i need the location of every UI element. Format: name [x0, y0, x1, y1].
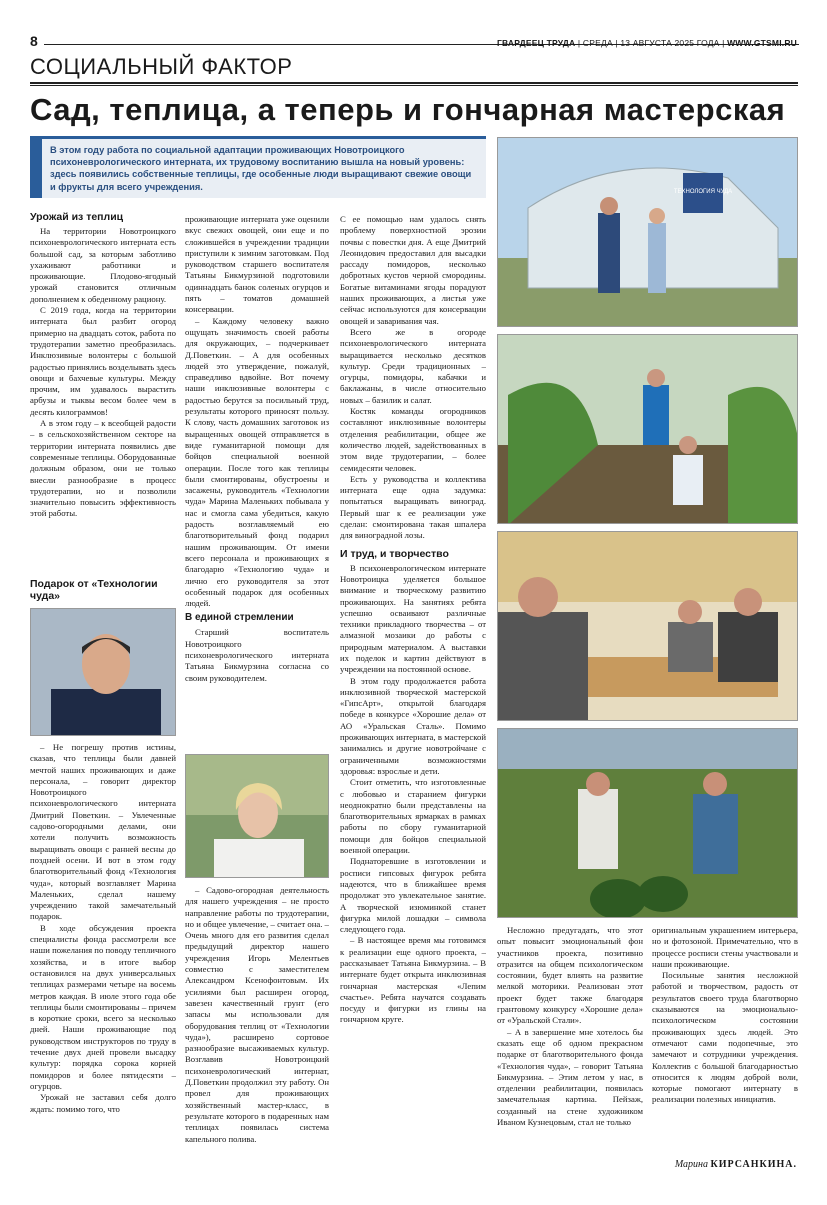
greenhouse-sign: ТЕХНОЛОГИЯ ЧУДА — [673, 189, 733, 195]
workshop-icon — [498, 532, 798, 721]
subheading-gift: Подарок от «Технологии чуда» — [30, 578, 158, 602]
paragraph: В ходе обсуждения проекта специалисты фонда рассмотрели все наши пожелания по поводу тепличного хозяйства, и в итоге выбор остановился на двух универсальных теплицах размерами четыре на восемь метров каждая. В июле этого года обе теплицы были смонтированы – причем в короткие сроки, всего за несколько дней. Наши проживающие под руководством инструкторов по труду в течение двух дней провели высадку культур: порядка сорока корней помидоров и более пятидесяти – огурцов. — [30, 922, 176, 1091]
paragraph: Костяк команды огородников составляют инклюзивные волонтеры отделения реабилитации, общее же количество людей, задействованных в этом виде трудотерапии, – более семидесяти человек. — [340, 406, 486, 473]
paragraph: На территории Новотроицкого психоневрологического интерната есть большой сад, за которым заботливо ухаживают работники и проживающие. Плодово-ягодный урожай становится отличным дополнением к обеденному рациону. — [30, 226, 176, 304]
paragraph: проживающие интерната уже оценили вкус свежих овощей, они еще и по сложившейся в учреждении традиции приступили к зимним заготовкам. Под руководством старшего воспитателя Татьяны Бикмурзиной подготовили одиннадцать банок соленых огурцов и пять – томатов домашней консервации. — [185, 214, 329, 315]
author-first-name: Марина — [674, 1159, 708, 1170]
weekday: СРЕДА — [582, 38, 613, 48]
paragraph: В психоневрологическом интернате Новотроицка уделяется большое внимание и творческому развитию проживающих. На занятиях ребята успешно осваивают различные техники прикладного творчества – от алмазной мозаики до работы с природным материалом. А выставки их поделок и картин действуют в учреждении на постоянной основе. — [340, 562, 486, 675]
paper-name: ГВАРДЕЕЦ ТРУДА — [497, 38, 576, 48]
section-title: СОЦИАЛЬНЫЙ ФАКТОР — [30, 54, 293, 79]
site-link[interactable]: WWW.GTSMI.RU — [727, 38, 797, 48]
paragraph: Есть у руководства и коллектива интерната еще одна задумка: попытаться выращивать виноград. Первый шаг к ее реализации уже сделан: смонтирована такая шпалера для виноградной лозы. — [340, 473, 486, 541]
paragraph: Стоит отметить, что изготовленные с любовью и старанием фигурки неоднократно были представлены на благотворительных ярмарках в рамках работы по сбору гуманитарной помощи для бойцов специальной военной операции. — [340, 777, 486, 856]
column-5 — [652, 925, 798, 1153]
educator-portrait-icon — [186, 755, 329, 878]
section-rule — [30, 82, 798, 84]
masthead: ГВАРДЕЕЦ ТРУДА | СРЕДА | 13 АВГУСТА 2025 ГОДА | WWW.GTSMI.RU — [497, 38, 797, 48]
subheading-united: В единой стремлении — [185, 612, 294, 624]
educator-photo — [185, 754, 329, 878]
paragraph: – Садово-огородная деятельность для нашего учреждения – не просто направление работы по трудотерапии, но и общее увлечение, – считает она. – Очень много для его развития сделал предыдущий директор нашего учреждения Игорь Мелентьев совместно с заместителем Александром Ксенофонтовым. Их усилиями был расширен огород, завезен качественный грунт (его запасы мы использовали для оборудования теплиц от «Технологии чуда»), расширено сортовое разнообразие высаживаемых культур. Возглавив Новотроицкий психоневрологический интернат, Д.Поветкин продолжил эту работу. Он провел для проживающих хозяйственный мастер-класс, в результате которого в подаренных нам теплицах появилась система капельного полива. — [185, 885, 329, 1144]
paragraph: А в этом году – к всеобщей радости – в сельскохозяйственном секторе на территории интерната появились две современные теплицы. Оборудованные должным образом, они не только внесли разнообразие в процесс трудотерапии, но и позволили значительно повысить эффективность этой работы. — [30, 418, 176, 519]
director-portrait-icon — [31, 609, 176, 736]
director-photo — [30, 608, 176, 736]
column-2 — [185, 214, 329, 749]
column-1 — [30, 208, 176, 578]
paragraph: С ее помощью нам удалось снять проблему поверхностной эрозии почвы с повестки дня. А еще Дмитрий Леонидович предоставил для высадки рассаду помидоров, несколько добротных кустов черной смородины. Богатые витаминами ягоды порадуют наших проживающих, а листья уже сейчас используются для консервации овощей и заваривания чая. — [340, 214, 486, 326]
paragraph: – Не погрешу против истины, сказав, что теплицы были давней мечтой наших проживающих и даже персонала, – говорит директор Новотроицкого психоневрологического интерната Дмитрий Поветкин. – Увлеченные садово-огородными делами, они хотели получить возможность выращивать овощи с ранней весны до поздней осени. И вот в этом году благотворительный фонд «Технология чуда», который возглавляет Марина Маленьких, сделал нашему учреждению такой замечательный подарок. — [30, 742, 176, 922]
issue-date: 13 АВГУСТА 2025 ГОДА — [620, 38, 720, 48]
headline: Сад, теплица, а теперь и гончарная мастерская — [30, 92, 786, 127]
author-last-name: КИРСАНКИНА. — [710, 1159, 797, 1170]
paragraph: Всего же в огороде психоневрологического интерната выращивается несколько десятков культур. Среди традиционных – огурцы, помидоры, кабачки и баклажаны, в числе относительно новых – базилик и салат. — [340, 326, 486, 405]
subheading-harvest: Урожай из теплиц — [30, 211, 124, 223]
paragraph: В этом году продолжается работа инклюзивной творческой мастерской «ГипсАрт», открытой благодаря победе в конкурсе «Хорошие дела» от АО «Уральская Сталь». Помимо проживающих интерната, в мастерской занимались и другие новотройчане с ограниченными возможностями здоровья: взрослые и дети. — [340, 675, 486, 776]
column-1-lower — [30, 742, 176, 1172]
paragraph: Поднаторевшие в изготовлении и росписи гипсовых фигурок ребята надеются, что в ближайшее время продолжат это увлекательное занятие. А творческой изюминкой станет фигурка милой лошадки – символа следующего года. — [340, 856, 486, 935]
paragraph: оригинальным украшением интерьера, но и фотозоной. Примечательно, что в процессе росписи стены участвовали и наши проживающие. — [652, 925, 798, 969]
section-rule-thin — [30, 85, 798, 86]
column-4 — [497, 925, 643, 1175]
workshop-photo — [497, 531, 798, 721]
greenhouse-exterior-icon — [498, 138, 798, 327]
greenhouse-interior-icon — [498, 335, 798, 524]
watermelon-field-icon — [498, 729, 798, 918]
author-signature — [675, 1159, 797, 1170]
page-number: 8 — [30, 33, 38, 49]
paragraph: Урожай не заставил себя долго ждать: помимо того, что — [30, 1092, 176, 1114]
greenhouse-exterior-photo — [497, 137, 798, 327]
paragraph: – Каждому человеку важно ощущать значимость своей работы для окружающих, – подчеркивает Д.Поветкин. – А для особенных людей это утверждение, пожалуй, справедливо вдвойне. Вот почему наши инклюзивные волонтеры с радостью берутся за посильный труд, результаты которого приносят пользу. К слову, часть домашних заготовок из выращенных овощей отправляется в виде гуманитарной помощи для бойцов специальной военной операции. После того как теплицы были смонтированы, обустроены и засажены, руководитель «Технологии чуда» Марина Маленьких побывала у нас и смогла сама убедиться, какую радость возглавляемый ею благотворительный фонд подарил нашим проживающим. От имени всего персонала и проживающих я благодарю «Технологию чуда» и лично его руководителя за этот особенный подарок для особенных людей. — [185, 315, 329, 609]
column-2-lower — [185, 885, 329, 1175]
paragraph: – А в завершение мне хотелось бы сказать еще об одном прекрасном подарке от благотворительного фонда «Технология чуда», – говорит Татьяна Бикмурзина. – Этим летом у нас, в отделении реабилитации, появилась замечательная картина. Пейзаж, созданный на стене художником Иваном Кузнецовым, стал не только — [497, 1026, 643, 1128]
paragraph: – В настоящее время мы готовимся к реализации еще одного проекта, – рассказывает Татьяна Бикмурзина. – В интернате будет открыта инклюзивная гончарная мастерская «Лепим счастье». Ребята научатся создавать посуду и фигурки из глины на гончарном круге. — [340, 935, 486, 1025]
greenhouse-interior-photo — [497, 334, 798, 524]
paragraph: Старший воспитатель Новотроицкого психоневрологического интерната Татьяна Бикмурзина согласна со своим руководителем. — [185, 627, 329, 683]
subheading-work-creativity: И труд, и творчество — [340, 547, 449, 560]
paragraph: Несложно предугадать, что этот опыт повысит эмоциональный фон участников проекта, позитивно отразится на общем психологическом состоянии, будет влиять на развитие мелкой моторики. Реализован этот проект будет также благодаря грантовому конкурсу «Хорошие дела» от «Уральской Стали». — [497, 925, 643, 1026]
paragraph: С 2019 года, когда на территории интерната был разбит огород примерно на двадцать соток, работа по трудотерапии заметно преобразилась. Инклюзивные волонтеры с большой радостью принялись возделывать здесь овощи и бахчевые культуры. Между прочим, им удавалось вырастить арбузы и тыквы весом более чем в десять килограммов! — [30, 305, 176, 417]
watermelon-photo — [497, 728, 798, 918]
lead-box: В этом году работа по социальной адаптации проживающих Новотроицкого психоневрологического интерната, их трудовому воспитанию вышла на новый уровень: здесь появились собственные теплицы, где особенные люди выращивают свежие овощи и фрукты для всего учреждения. — [30, 136, 486, 198]
paragraph: Посильные занятия несложной работой и творчеством, радость от результатов своего труда благотворно сказываются на эмоционально-психологическом состоянии проживающих здесь людей. Это отмечают сами подопечные, это замечают и сотрудники учреждения. Коллектив с большой благодарностью относится к людям доброй воли, которые помогают интернату в реализации полезных инициатив. — [652, 970, 798, 1105]
column-3 — [340, 214, 486, 1174]
